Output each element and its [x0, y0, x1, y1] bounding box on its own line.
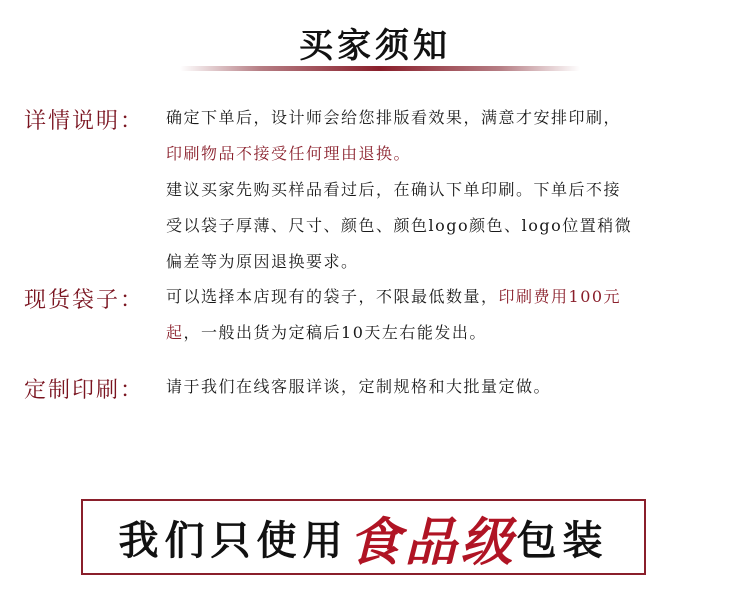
title-divider [180, 66, 580, 71]
custom-label: 定制印刷： [24, 378, 145, 403]
stock-line-2 [166, 315, 726, 351]
custom-line-1: 请于我们在线客服详谈，定制规格和大批量定做。 [166, 377, 552, 396]
details-line-4: 受以袋子厚薄、尺寸、颜色、颜色logo颜色、logo位置稍微 [166, 216, 633, 235]
stock-price-note: 印刷费用100元 [498, 287, 622, 306]
details-label: 详情说明： [24, 109, 145, 134]
details-line-3: 建议买家先购买样品看过后，在确认下单印刷。下单后不接 [166, 180, 622, 199]
details-body [166, 100, 726, 280]
food-grade-banner [81, 499, 646, 575]
page-title: 买家须知 [299, 26, 451, 66]
details-line-5: 偏差等为原因退换要求。 [166, 252, 359, 271]
stock-line-2-text: ，一般出货为定稿后10天左右能发出。 [183, 323, 487, 342]
stock-price-note-end: 起 [166, 323, 184, 342]
banner-text-before: 我们只使用 [118, 517, 349, 564]
custom-body [166, 369, 726, 405]
stock-label: 现货袋子： [24, 288, 145, 313]
stock-line-1 [166, 279, 726, 315]
details-line-2: 印刷物品不接受任何理由退换。 [166, 144, 412, 163]
banner-accent-text: 食品级 [348, 511, 517, 573]
details-line-1: 确定下单后，设计师会给您排版看效果，满意才安排印刷， [166, 108, 622, 127]
stock-body [166, 279, 726, 351]
banner-text-after: 包装 [516, 517, 609, 564]
stock-line-1-text: 可以选择本店现有的袋子，不限最低数量， [166, 287, 499, 306]
